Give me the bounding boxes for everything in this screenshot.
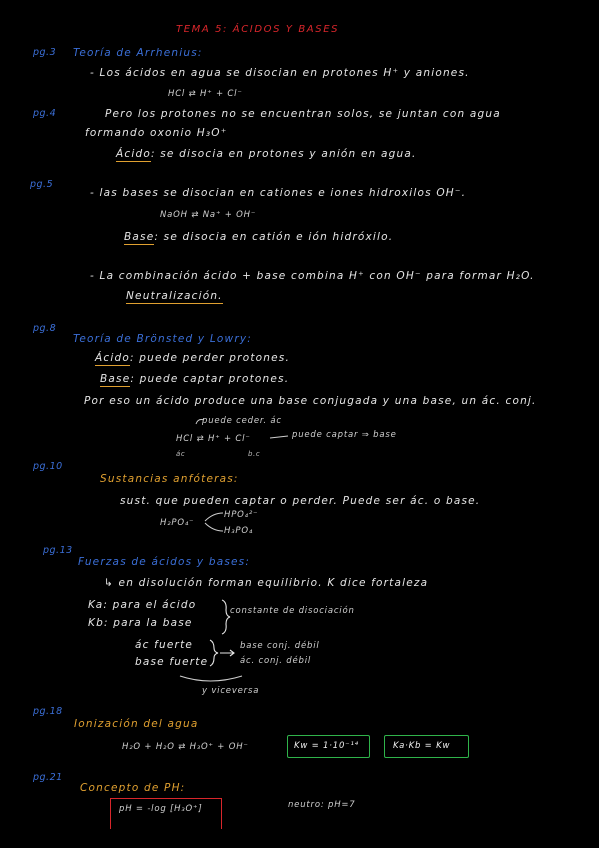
label-conjugate-base: b.c bbox=[248, 450, 261, 458]
arrhenius-line-4: - las bases se disocian en cationes e iones hidroxilos OH⁻. bbox=[90, 187, 467, 199]
bronsted-equation: HCl ⇄ H⁺ + Cl⁻ bbox=[176, 434, 251, 444]
acid-definition-text: : se disocia en protones y anión en agua. bbox=[150, 148, 417, 160]
acid-term: Ácido bbox=[116, 148, 151, 160]
page-ref-13: pg.13 bbox=[43, 545, 73, 556]
weak-conjugate-acid-label: ác. conj. débil bbox=[240, 656, 312, 666]
ka-kb-relation: Ka·Kb = Kw bbox=[393, 741, 451, 751]
neutralization-term: Neutralización. bbox=[126, 290, 223, 302]
anfoteras-species-up: HPO₄²⁻ bbox=[224, 510, 259, 520]
arrhenius-heading: Teoría de Arrhenius: bbox=[73, 47, 203, 59]
water-ionization-equation: H₂O + H₂O ⇄ H₃O⁺ + OH⁻ bbox=[122, 742, 249, 752]
base-term: Base bbox=[124, 231, 155, 243]
bronsted-note-top: puede ceder. ác bbox=[202, 416, 282, 426]
page-ref-5: pg.5 bbox=[30, 179, 54, 190]
page-ref-4: pg.4 bbox=[33, 108, 57, 119]
ph-formula: pH = -log [H₃O⁺] bbox=[119, 804, 203, 814]
ionizacion-heading: Ionización del agua bbox=[74, 718, 199, 730]
anfoteras-species-left: H₂PO₄⁻ bbox=[160, 518, 195, 528]
viceversa-note: y viceversa bbox=[202, 686, 260, 696]
anfoteras-line: sust. que pueden captar o perder. Puede ser ác. o base. bbox=[120, 495, 481, 507]
ph-neutral-note: neutro: pH=7 bbox=[288, 800, 356, 810]
arrhenius-line-3: formando oxonio H₃O⁺ bbox=[85, 127, 228, 139]
bronsted-acid-definition: Ácido: puede perder protones. bbox=[95, 352, 290, 364]
weak-conjugate-base-label: base conj. débil bbox=[240, 641, 320, 651]
fuerzas-heading: Fuerzas de ácidos y bases: bbox=[78, 556, 251, 568]
ph-heading: Concepto de PH: bbox=[80, 782, 186, 794]
page-ref-10: pg.10 bbox=[33, 461, 63, 472]
bronsted-base-definition: Base: puede captar protones. bbox=[100, 373, 290, 385]
anfoteras-species-down: H₃PO₄ bbox=[224, 526, 254, 536]
arrhenius-line-2: Pero los protones no se encuentran solos, se juntan con agua bbox=[105, 108, 501, 120]
dissociation-constant-note: constante de disociación bbox=[230, 606, 355, 616]
bronsted-base-term: Base bbox=[100, 373, 131, 385]
page-ref-18: pg.18 bbox=[33, 706, 63, 717]
strong-acid-label: ác fuerte bbox=[135, 639, 194, 651]
kb-definition: Kb: para la base bbox=[88, 617, 193, 629]
kw-value: Kw = 1·10⁻¹⁴ bbox=[294, 741, 359, 751]
arrhenius-equation-1: HCl ⇄ H⁺ + Cl⁻ bbox=[168, 89, 243, 99]
bronsted-note-right: puede captar ⇒ base bbox=[292, 430, 397, 440]
arrhenius-equation-2: NaOH ⇄ Na⁺ + OH⁻ bbox=[160, 210, 257, 220]
bronsted-acid-term: Ácido bbox=[95, 352, 130, 364]
label-acid: ác bbox=[176, 450, 186, 458]
fuerzas-line: ↳ en disolución forman equilibrio. K dice fortaleza bbox=[104, 577, 429, 589]
bronsted-heading: Teoría de Brönsted y Lowry: bbox=[73, 333, 253, 345]
page-title: TEMA 5: ÁCIDOS Y BASES bbox=[176, 24, 340, 35]
anfoteras-heading: Sustancias anfóteras: bbox=[100, 473, 239, 485]
strong-base-label: base fuerte bbox=[135, 656, 209, 668]
arrhenius-line-1: - Los ácidos en agua se disocian en protones H⁺ y aniones. bbox=[90, 67, 470, 79]
bronsted-line: Por eso un ácido produce una base conjugada y una base, un ác. conj. bbox=[84, 395, 537, 407]
ka-definition: Ka: para el ácido bbox=[88, 599, 197, 611]
page-ref-8: pg.8 bbox=[33, 323, 57, 334]
arrhenius-line-5: - La combinación ácido + base combina H⁺ con OH⁻ para formar H₂O. bbox=[90, 270, 535, 282]
page-ref-3: pg.3 bbox=[33, 47, 57, 58]
page-ref-21: pg.21 bbox=[33, 772, 63, 783]
base-definition-text: : se disocia en catión e ión hidróxilo. bbox=[154, 231, 394, 243]
